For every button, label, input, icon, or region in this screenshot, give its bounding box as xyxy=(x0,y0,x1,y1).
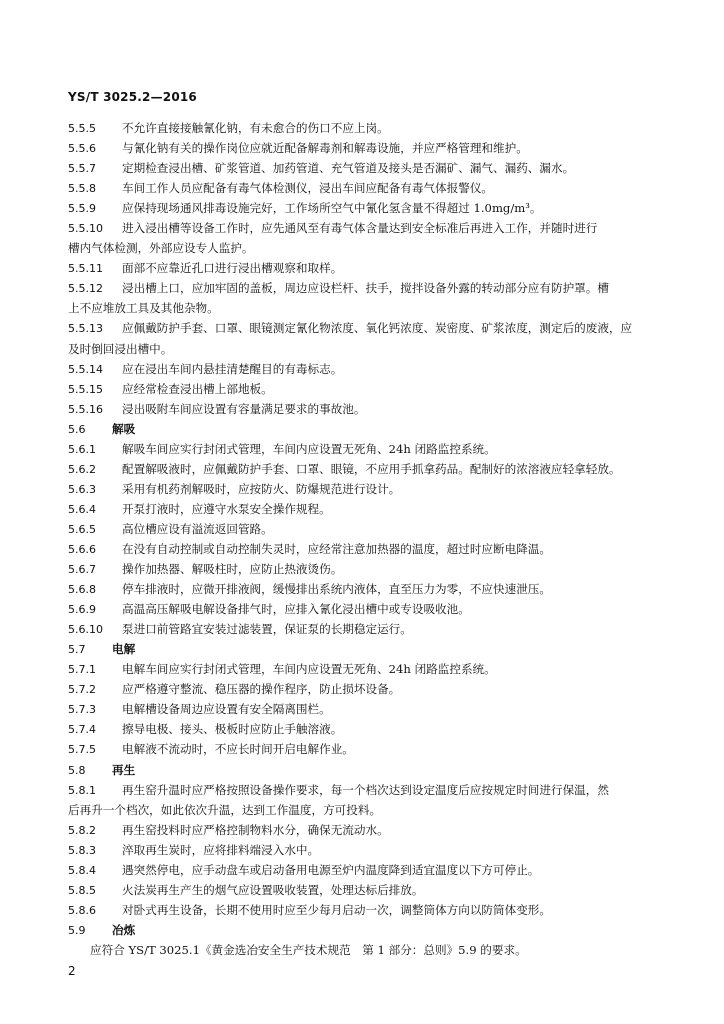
section-heading xyxy=(68,922,672,939)
clause-text: 不允许直接接触氰化钠，有未愈合的伤口不应上岗。 xyxy=(122,121,389,135)
section-heading xyxy=(68,641,672,658)
clause-line xyxy=(68,782,672,799)
clause-line xyxy=(68,661,672,678)
clause-number: 5.7.5 xyxy=(68,743,96,757)
clause-text: 火法炭再生产生的烟气应设置吸收装置，处理达标后排放。 xyxy=(122,882,424,897)
clause-text: 应符合 YS/T 3025.1《黄金选冶安全生产技术规范 第 1 部分：总则》5.9 的要求。 xyxy=(90,942,527,957)
clause-line xyxy=(68,501,672,518)
section-heading xyxy=(68,421,672,438)
page-number: 2 xyxy=(68,964,76,978)
clause-text: 后再升一个档次，如此依次升温，达到工作温度，方可投料。 xyxy=(68,802,382,817)
clause-text: 对卧式再生设备，长期不使用时应至少每月启动一次，调整筒体方向以防筒体变形。 xyxy=(122,902,551,917)
clause-number: 5.5.12 xyxy=(68,282,103,296)
clause-line xyxy=(68,862,672,879)
clause-line xyxy=(68,561,672,578)
clause-number: 5.8.5 xyxy=(68,883,96,897)
clause-number: 5.9 xyxy=(68,923,86,937)
clause-text: 再生 xyxy=(112,762,136,777)
clause-number: 5.5.6 xyxy=(68,142,96,156)
clause-text: 面部不应靠近孔口进行浸出槽观察和取样。 xyxy=(122,261,343,276)
section-heading xyxy=(68,762,672,779)
clause-number: 5.5.10 xyxy=(68,222,103,236)
clause-line xyxy=(68,701,672,718)
clause-text: 停车排液时，应微开排液阀，缓慢排出系统内液体，直至压力为零，不应快速泄压。 xyxy=(122,582,551,597)
clause-number: 5.8.4 xyxy=(68,863,96,877)
clause-text: 浸出槽上口，应加牢固的盖板，周边应设栏杆、扶手，搅拌设备外露的转动部分应有防护罩。槽 xyxy=(122,281,609,296)
clause-line xyxy=(68,681,672,698)
clause-line xyxy=(68,481,672,498)
clause-number: 5.5.15 xyxy=(68,382,103,396)
clause-number: 5.5.13 xyxy=(68,322,103,336)
clause-line xyxy=(68,541,672,558)
clause-line xyxy=(68,180,672,197)
clause-number: 5.5.5 xyxy=(68,122,96,135)
clause-text: 与氰化钠有关的操作岗位应就近配备解毒剂和解毒设施，并应严格管理和维护。 xyxy=(122,141,528,156)
clause-line xyxy=(68,842,672,859)
clause-line xyxy=(68,461,672,478)
clause-line xyxy=(68,721,672,738)
clause-line xyxy=(68,802,672,819)
clause-line xyxy=(68,621,672,638)
clause-text: 开泵打液时，应遵守水泵安全操作规程。 xyxy=(122,501,331,516)
clause-number: 5.7.4 xyxy=(68,723,96,737)
clause-number: 5.8 xyxy=(68,763,86,777)
clause-line xyxy=(68,160,672,177)
clause-text: 再生窑投料时应严格控制物料水分，确保无流动水。 xyxy=(122,822,389,837)
clause-line xyxy=(68,300,672,317)
clause-line xyxy=(68,581,672,598)
clause-text: 淬取再生炭时，应将排料端浸入水中。 xyxy=(122,842,320,857)
clause-line xyxy=(68,902,672,919)
clause-text: 应保持现场通风排毒设施完好，工作场所空气中氰化氢含量不得超过 1.0mg/m³。 xyxy=(122,201,542,216)
clause-number: 5.8.6 xyxy=(68,903,96,917)
clause-text: 槽内气体检测，外部应设专人监护。 xyxy=(68,241,254,256)
clause-number: 5.7 xyxy=(68,643,86,657)
clause-text: 冶炼 xyxy=(112,922,136,937)
clause-text: 电解液不流动时，不应长时间开启电解作业。 xyxy=(122,742,354,757)
clause-line xyxy=(68,741,672,758)
clause-number: 5.6.2 xyxy=(68,462,96,476)
clause-text: 高温高压解吸电解设备排气时，应排入氰化浸出槽中或专设吸收池。 xyxy=(122,602,470,617)
clause-text: 采用有机药剂解吸时，应按防火、防爆规范进行设计。 xyxy=(122,481,401,496)
clause-line xyxy=(68,521,672,538)
clause-number: 5.5.16 xyxy=(68,402,103,416)
clause-text: 操作加热器、解吸柱时，应防止热液烫伤。 xyxy=(122,562,343,577)
clause-number: 5.7.2 xyxy=(68,683,96,697)
clause-line xyxy=(68,361,672,378)
clause-number: 5.5.7 xyxy=(68,162,96,176)
clause-line xyxy=(68,441,672,458)
clause-text: 解吸车间应实行封闭式管理，车间内应设置无死角、24h 闭路监控系统。 xyxy=(122,441,496,456)
clause-text: 遇突然停电，应手动盘车或启动备用电源至炉内温度降到适宜温度以下方可停止。 xyxy=(122,862,540,877)
standard-id: YS/T 3025.2—2016 xyxy=(68,90,197,104)
clause-number: 5.7.3 xyxy=(68,703,96,717)
clause-number: 5.6.6 xyxy=(68,542,96,556)
clause-line xyxy=(68,240,672,257)
clause-text: 定期检查浸出槽、矿浆管道、加药管道、充气管道及接头是否漏矿、漏气、漏药、漏水。 xyxy=(122,161,575,176)
clause-number: 5.7.1 xyxy=(68,663,96,677)
clause-number: 5.8.2 xyxy=(68,823,96,837)
clause-text: 上不应堆放工具及其他杂物。 xyxy=(68,301,219,316)
clause-text: 再生窑升温时应严格按照设备操作要求，每一个档次达到设定温度后应按规定时间进行保温，然 xyxy=(122,782,609,797)
clause-line xyxy=(68,120,672,137)
clause-number: 5.6.4 xyxy=(68,502,96,516)
clause-number: 5.6.3 xyxy=(68,482,96,496)
clause-line xyxy=(68,200,672,217)
clause-text: 电解槽设备周边应设置有安全隔离围栏。 xyxy=(122,702,331,717)
clause-text: 应佩戴防护手套、口罩、眼镜测定氰化物浓度、氧化钙浓度、炭密度、矿浆浓度，测定后的废液，应 xyxy=(122,321,633,336)
clause-number: 5.5.9 xyxy=(68,202,96,216)
clause-text: 配置解吸液时，应佩戴防护手套、口罩、眼镜，不应用手抓拿药品。配制好的浓溶液应轻拿轻放。 xyxy=(122,461,621,476)
clause-number: 5.6.5 xyxy=(68,522,96,536)
clause-number: 5.8.1 xyxy=(68,783,96,797)
clause-text: 及时倒回浸出槽中。 xyxy=(68,341,173,356)
clause-line xyxy=(68,220,672,237)
clause-number: 5.6.10 xyxy=(68,623,103,637)
clause-line xyxy=(68,140,672,157)
clause-text: 车间工作人员应配备有毒气体检测仪，浸出车间应配备有毒气体报警仪。 xyxy=(122,181,494,196)
document-body xyxy=(68,120,672,962)
clause-number: 5.5.8 xyxy=(68,182,96,196)
clause-number: 5.5.14 xyxy=(68,362,103,376)
clause-number: 5.8.3 xyxy=(68,843,96,857)
clause-line xyxy=(68,601,672,618)
clause-number: 5.6.9 xyxy=(68,603,96,617)
clause-line xyxy=(68,401,672,418)
clause-number: 5.5.11 xyxy=(68,262,103,276)
clause-text: 高位槽应设有溢流返回管路。 xyxy=(122,521,273,536)
clause-text: 电解 xyxy=(112,642,136,657)
clause-line xyxy=(68,280,672,297)
clause-number: 5.6 xyxy=(68,422,86,436)
clause-text: 进入浸出槽等设备工作时，应先通风至有毒气体含量达到安全标准后再进入工作，并随时进行 xyxy=(122,221,598,236)
clause-text: 擦导电极、接头、极板时应防止手触溶液。 xyxy=(122,722,343,737)
clause-line xyxy=(68,320,672,337)
clause-line xyxy=(68,381,672,398)
clause-number: 5.6.7 xyxy=(68,563,96,577)
clause-line xyxy=(68,341,672,358)
clause-text: 应在浸出车间内悬挂清楚醒目的有毒标志。 xyxy=(122,361,343,376)
clause-number: 5.6.1 xyxy=(68,442,96,456)
clause-line xyxy=(68,882,672,899)
clause-text: 浸出吸附车间应设置有容量满足要求的事故池。 xyxy=(122,401,366,416)
clause-number: 5.6.8 xyxy=(68,583,96,597)
clause-line xyxy=(68,822,672,839)
clause-text: 泵进口前管路宜安装过滤装置，保证泵的长期稳定运行。 xyxy=(122,622,412,637)
clause-text: 在没有自动控制或自动控制失灵时，应经常注意加热器的温度，超过时应断电降温。 xyxy=(122,541,551,556)
clause-text: 应严格遵守整流、稳压器的操作程序，防止损坏设备。 xyxy=(122,682,401,697)
clause-text: 电解车间应实行封闭式管理，车间内应设置无死角、24h 闭路监控系统。 xyxy=(122,662,496,677)
clause-text: 解吸 xyxy=(112,421,136,436)
clause-text: 应经常检查浸出槽上部地板。 xyxy=(122,381,273,396)
clause-line xyxy=(68,260,672,277)
clause-line xyxy=(68,942,672,959)
